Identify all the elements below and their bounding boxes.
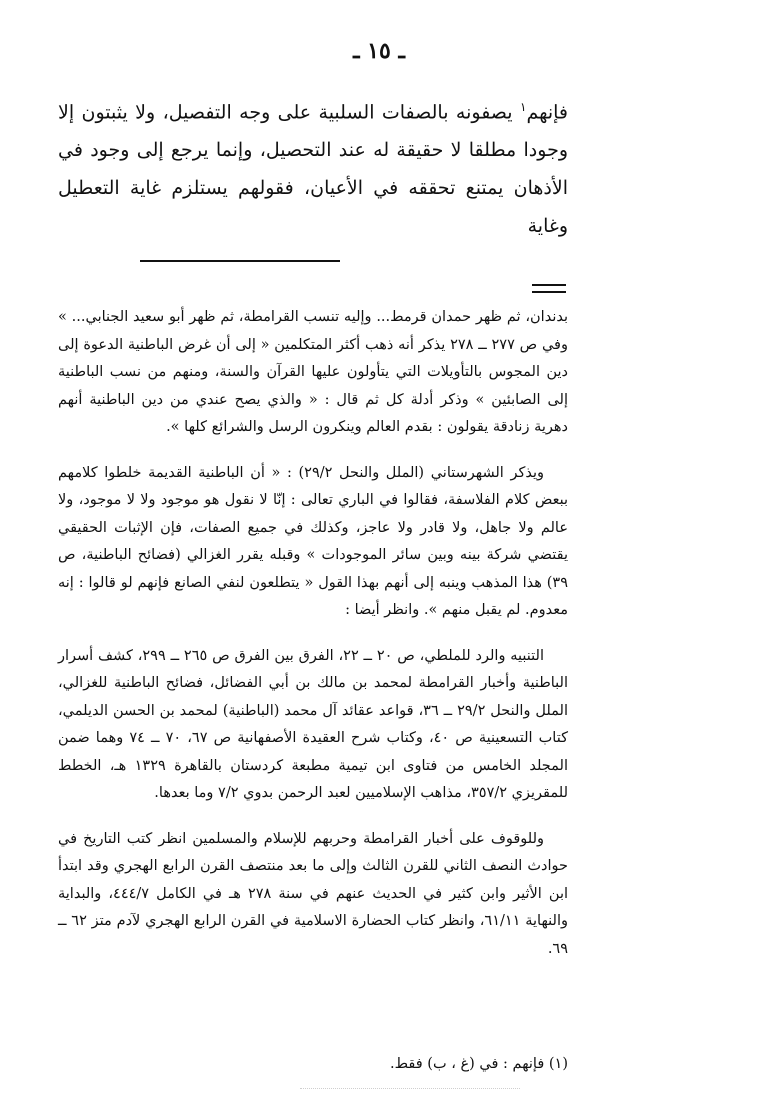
footnote: (١) فإنهم : في (غ ، ب) فقط. [390,1056,568,1072]
main-text-start: فإنهم [526,101,568,124]
main-paragraph [58,88,568,245]
continued-notes [58,304,568,981]
note-paragraph: ويذكر الشهرستاني (الملل والنحل ٢٩/٢) : « أن الباطنية القديمة خلطوا كلامهم ببعض كلام الفلاسفة، فقالوا في الباري تعالى : إنّا لا نقول هو موجود ولا لا موجود، ولا عالم ولا جاهل، ولا قادر ولا عاجز، وكذلك في جميع الصفات، فإن الإثبات الحقيقي يقتضي شركة بينه وبين سائر الموجودات » وقبله يقرر الغزالي (فضائح الباطنية، ص ٣٩) هذا المذهب وينبه إلى أنهم بهذا القول « يتطلعون لنفي الصانع فإنهم لو قالوا : إنه معدوم. لم يقبل منهم ». وانظر أيضا : [58,464,568,618]
note-paragraph: التنبيه والرد للملطي، ص ٢٠ ــ ٢٢، الفرق بين الفرق ص ٢٦٥ ــ ٢٩٩، كشف أسرار الباطنية وأخبار القرامطة لمحمد بن مالك بن أبي الفضائل، فضائح الباطنية للغزالي، الملل والنحل ٢٩/٢ ــ ٣٦، قواعد عقائد آل محمد (الباطنية) لمحمد بن الحسن الديلمي، كتاب التسعينية ص ٤٠، وكتاب شرح العقيدة الأصفهانية ص ٦٧، ٧٠ ــ ٧٤ وهما ضمن المجلد الخامس من فتاوى ابن تيمية مطبعة كردستان بالقاهرة ١٣٢٩ هـ، الخطط للمقريزي ٣٥٧/٢، مذاهب الإسلاميين لعبد الرحمن بدوي ٧/٢ وما بعدها. [58,647,568,801]
footnote-separator-rule [140,260,340,262]
page-number: ـ ١٥ ـ [353,38,405,64]
bottom-dotted-line [300,1088,520,1090]
continuation-rule-bottom [532,291,566,293]
main-text [58,88,568,245]
footnote-reference-mark: ١ [519,100,527,114]
note-paragraph: بدندان، ثم ظهر حمدان قرمط... وإليه تنسب القرامطة، ثم ظهر أبو سعيد الجنابي... » وفي ص ٢٧٧ ــ ٢٧٨ يذكر أنه ذهب أكثر المتكلمين « إلى أن غرض الباطنية الدعوة إلى دين المجوس بالتأويلات التي يتأولون عليها القرآن والسنة، ومنهم من نسب الباطنية إلى الصابئين » وذكر أدلة كل ثم قال : « والذي يصح عندي من دين الباطنية أنهم دهرية زنادقة يقولون : بقدم العالم وينكرون الرسل والشرائع كلها ». [58,309,568,435]
continuation-rule-top [532,284,566,286]
main-text-rest: يصفونه بالصفات السلبية على وجه التفصيل، ولا يثبتون إلا وجودا مطلقا لا حقيقة له عند التحصيل، وإنما يرجع إلى وجود في الأذهان يمتنع تحققه في الأعيان، فقولهم يستلزم غاية التعطيل وغاية [58,101,568,238]
note-paragraph: وللوقوف على أخبار القرامطة وحربهم للإسلام والمسلمين انظر كتب التاريخ في حوادث النصف الثاني للقرن الثالث وإلى ما بعد منتصف القرن الرابع الهجري وقد ابتدأ ابن الأثير وابن كثير في الحديث عنهم في سنة ٢٧٨ هـ في الكامل ٤٤٤/٧، والبداية والنهاية ٦١/١١، وانظر كتاب الحضارة الاسلامية في القرن الرابع الهجري لآدم متز ٦٢ ــ ٦٩. [58,830,569,957]
